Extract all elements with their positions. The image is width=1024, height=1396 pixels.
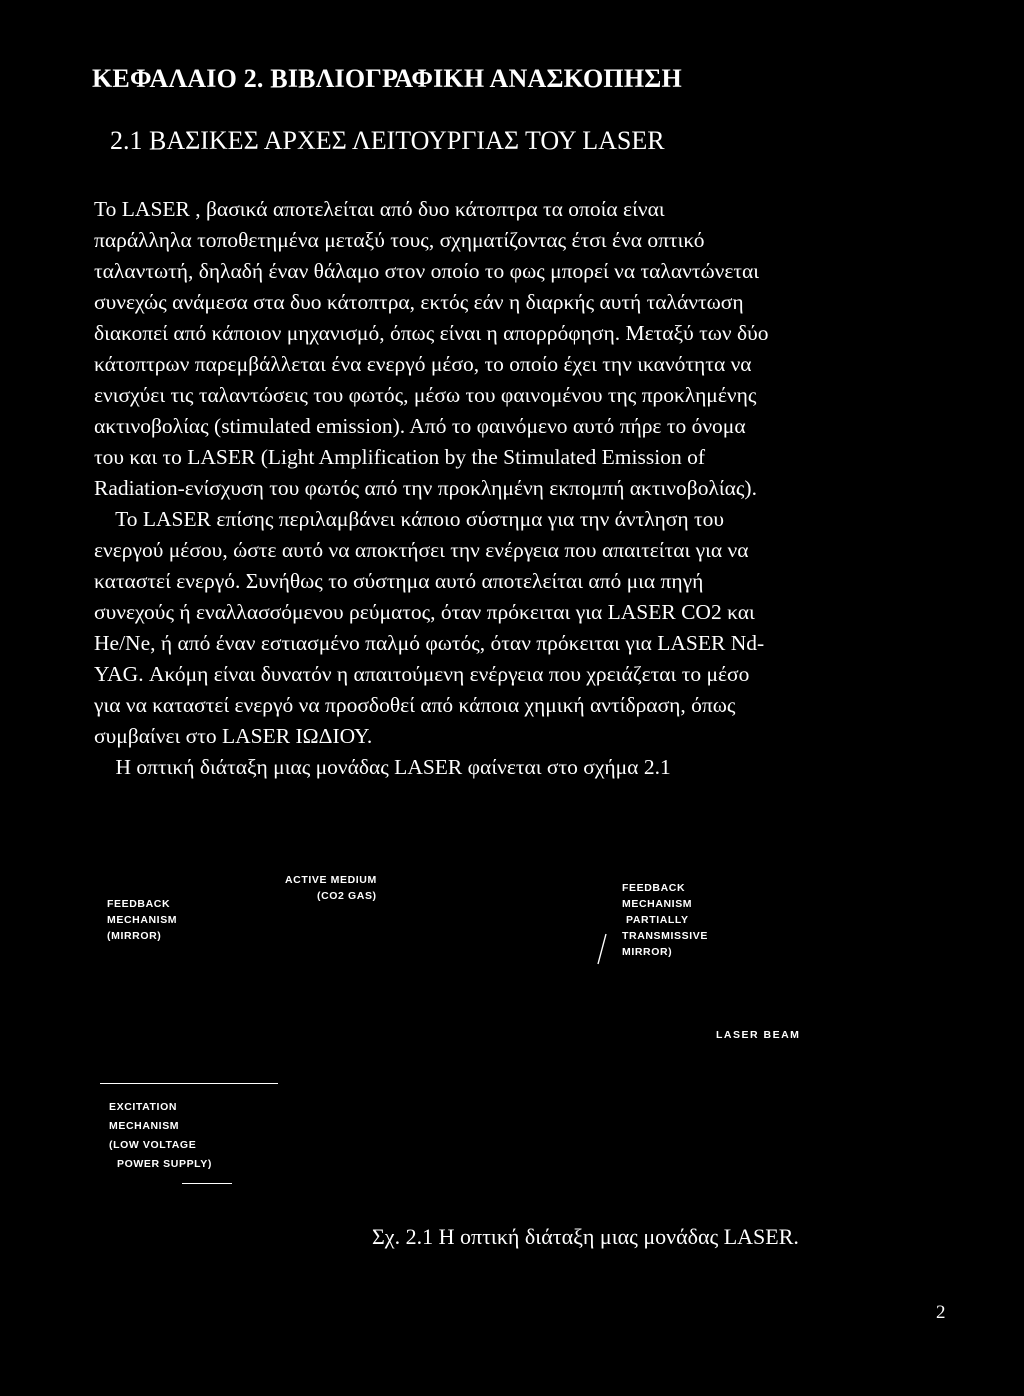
- body-line: συνεχούς ή εναλλασσόμενου ρεύματος, όταν πρόκειται για LASER CO2 και: [94, 600, 755, 624]
- body-line: YAG. Ακόμη είναι δυνατόν η απαιτούμενη ενέργεια που χρειάζεται το μέσο: [94, 662, 750, 686]
- chapter-title: ΚΕΦΑΛΑΙΟ 2. ΒΙΒΛΙΟΓΡΑΦΙΚΗ ΑΝΑΣΚΟΠΗΣΗ: [92, 64, 682, 93]
- body-line: καταστεί ενεργό. Συνήθως το σύστημα αυτό αποτελείται από μια πηγή: [94, 569, 704, 593]
- excitation-top-rule: [100, 1083, 278, 1084]
- mirror-slash-icon: [594, 930, 610, 968]
- body-line: Radiation-ενίσχυση του φωτός από την προκλημένη εκπομπή ακτινοβολίας).: [94, 476, 757, 500]
- figure-caption: Σχ. 2.1 Η οπτική διάταξη μιας μονάδας LASER.: [372, 1224, 799, 1249]
- body-line: Το LASER , βασικά αποτελείται από δυο κάτοπτρα τα οποία είναι: [94, 197, 665, 221]
- section-title: 2.1 ΒΑΣΙΚΕΣ ΑΡΧΕΣ ΛΕΙΤΟΥΡΓΙΑΣ ΤΟΥ LASER: [110, 126, 665, 155]
- body-line: διακοπεί από κάποιον μηχανισμό, όπως είναι η απορρόφηση. Μεταξύ των δύο: [94, 321, 769, 345]
- body-line: κάτοπτρων παρεμβάλλεται ένα ενεργό μέσο, το οποίο έχει την ικανότητα να: [94, 352, 752, 376]
- body-line: για να καταστεί ενεργό να προσδοθεί από κάποια χημική αντίδραση, όπως: [94, 693, 736, 717]
- body-line: συμβαίνει στο LASER ΙΩΔΙΟΥ.: [94, 724, 373, 748]
- excitation-label: EXCITATION MECHANISM (LOW VOLTAGE POWER SUPPLY): [109, 1101, 212, 1170]
- active-medium-label: ACTIVE MEDIUM (CO2 GAS): [285, 874, 377, 902]
- body-line: ακτινοβολίας (stimulated emission). Από το φαινόμενο αυτό πήρε το όνομα: [94, 414, 746, 438]
- excitation-bottom-rule: [182, 1183, 232, 1184]
- body-line: ενεργού μέσου, ώστε αυτό να αποκτήσει την ενέργεια που απαιτείται για να: [94, 538, 749, 562]
- body-line: Η οπτική διάταξη μιας μονάδας LASER φαίνεται στο σχήμα 2.1: [94, 755, 671, 779]
- body-line: συνεχώς ανάμεσα στα δυο κάτοπτρα, εκτός εάν η διαρκής αυτή ταλάντωση: [94, 290, 744, 314]
- body-line: ενισχύει τις ταλαντώσεις του φωτός, μέσω του φαινομένου της προκλημένης: [94, 383, 757, 407]
- page-number: 2: [936, 1302, 946, 1323]
- body-paragraph-1: [94, 194, 954, 783]
- body-line: Το LASER επίσης περιλαμβάνει κάποιο σύστημα για την άντληση του: [94, 507, 725, 531]
- feedback-left-label: FEEDBACK MECHANISM (MIRROR): [107, 898, 178, 942]
- feedback-right-label: FEEDBACK MECHANISM PARTIALLY TRANSMISSIVE MIRROR): [622, 882, 708, 958]
- body-line: παράλληλα τοποθετημένα μεταξύ τους, σχηματίζοντας έτσι ένα οπτικό: [94, 228, 705, 252]
- body-line: ταλαντωτή, δηλαδή έναν θάλαμο στον οποίο το φως μπορεί να ταλαντώνεται: [94, 259, 760, 283]
- laser-beam-label: LASER BEAM: [716, 1029, 801, 1041]
- body-line: He/Ne, ή από έναν εστιασμένο παλμό φωτός, όταν πρόκειται για LASER Nd-: [94, 631, 765, 655]
- body-line: του και το LASER (Light Amplification by the Stimulated Emission of: [94, 445, 705, 469]
